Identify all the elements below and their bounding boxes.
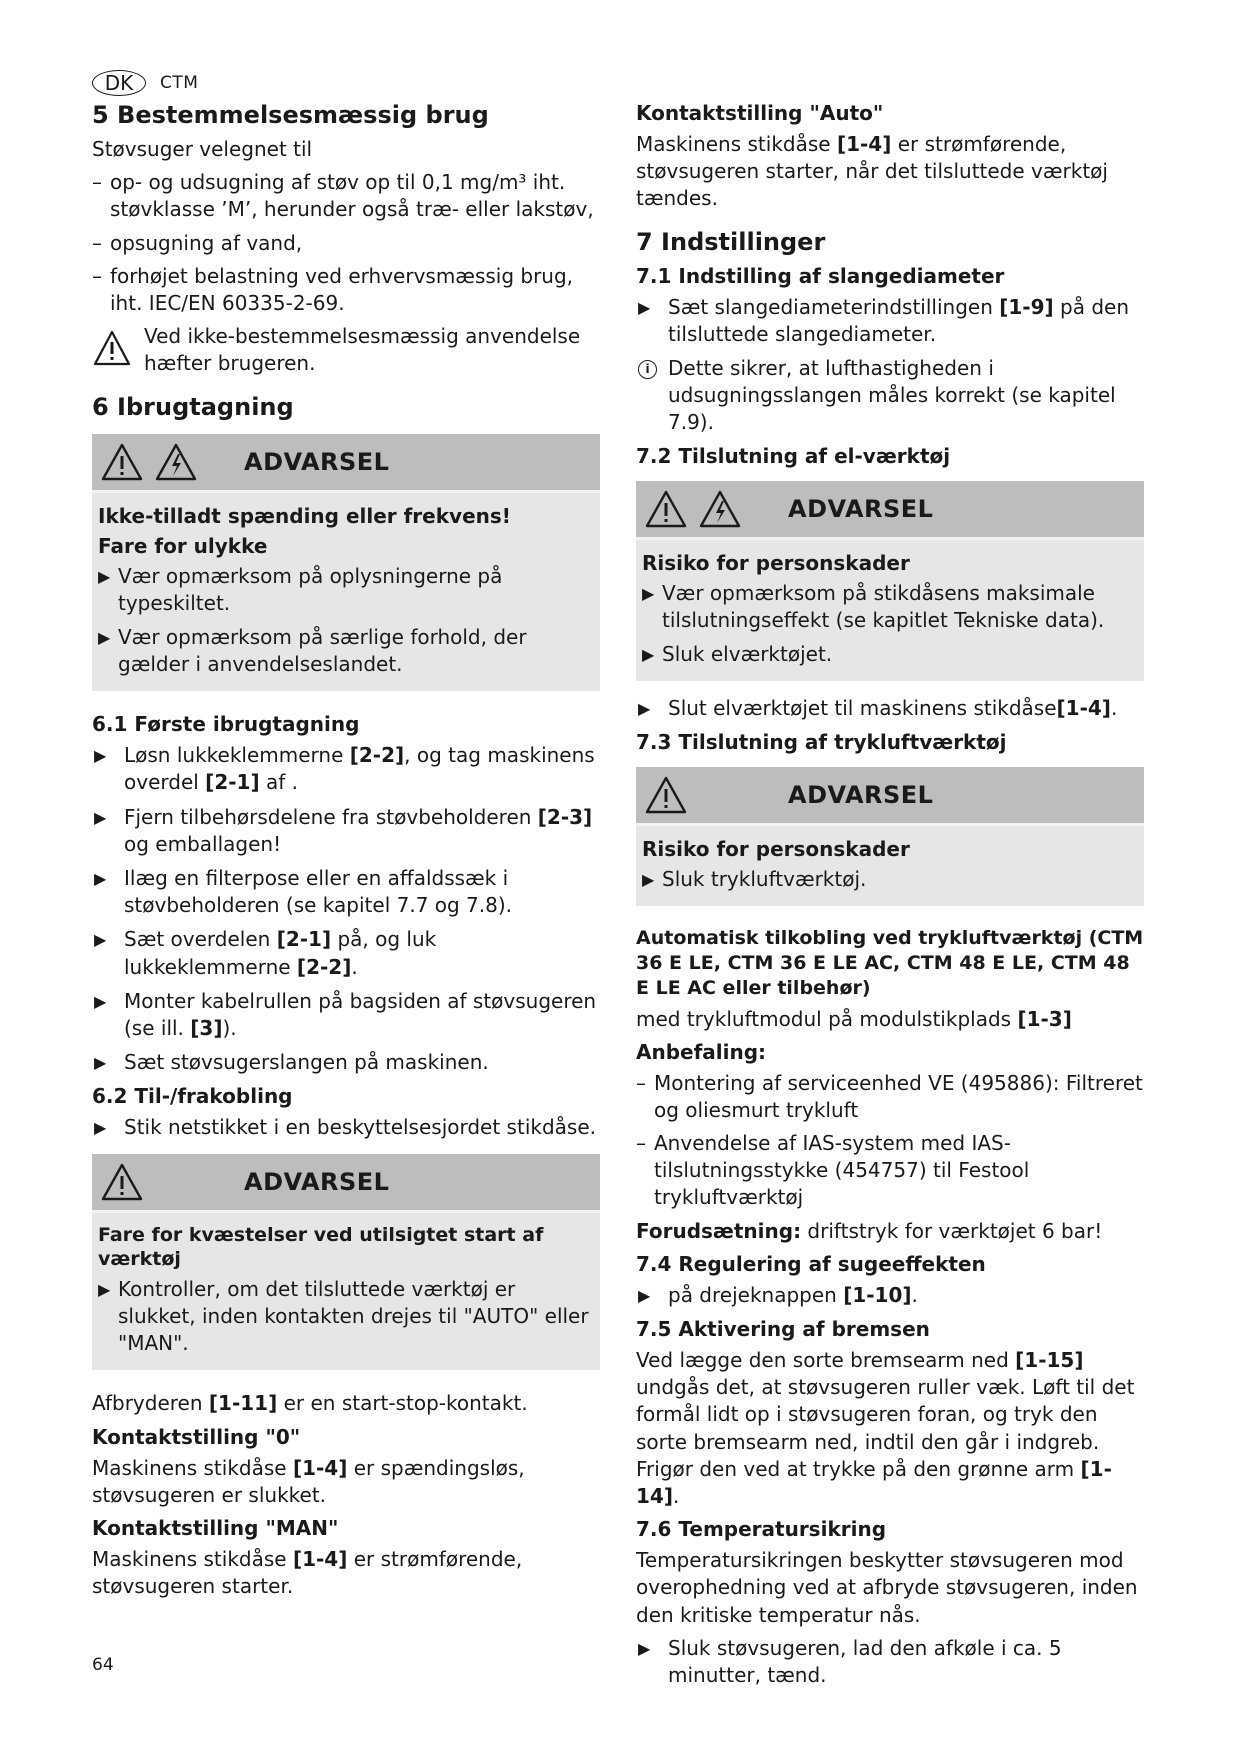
warning-title: ADVARSEL (244, 1167, 390, 1196)
section-7-2-title: 7.2 Tilslutning af el-værktøj (636, 443, 951, 468)
list-item: ▶ Kontroller, om det tilsluttede værktøj er slukket, inden kontakten drejes til "AUTO" eller "MAN". (98, 1276, 594, 1358)
caution-text: Ved ikke-bestemmelsesmæssig anvendelse hæfter brugeren. (144, 324, 581, 376)
model-label: CTM (160, 73, 199, 93)
switch-text: Afbryderen [1-11] er en start-stop-kontakt. (92, 1391, 528, 1416)
section-7-1-title: 7.1 Indstilling af slangediameter (636, 263, 1005, 288)
caution-note (92, 323, 600, 377)
list-item: – forhøjet belastning ved erhvervsmæssig brug, iht. IEC/EN 60335-2-69. (92, 263, 600, 317)
list-item: ▶ Vær opmærksom på oplysningerne på typeskiltet. (98, 563, 594, 617)
temperature-text: Temperatursikringen beskytter støvsugeren mod overophedning ved at afbryde støvsugeren, inden den kritiske temperatur nås. (636, 1548, 1138, 1627)
section-7-6-title: 7.6 Temperatursikring (636, 1517, 887, 1542)
list-item: ▶ Sluk trykluftværktøj. (642, 866, 1138, 893)
list-item: ▶ på drejeknappen [1-10]. (636, 1282, 1144, 1309)
list-item: ▶ Ilæg en filterpose eller en affaldssæk i støvbeholderen (se kapitel 7.7 og 7.8). (92, 865, 600, 919)
switch-position-auto-text: Maskinens stikdåse [1-4] er strømførende, støvsugeren starter, når det tilsluttede værktøj tændes. (636, 132, 1108, 211)
warning-header (92, 1154, 600, 1213)
list-item: ▶ Sæt støvsugerslangen på maskinen. (92, 1049, 600, 1076)
page-header (92, 70, 198, 96)
recommendation-label: Anbefaling: (636, 1039, 767, 1064)
page-number: 64 (92, 1655, 114, 1675)
list-item: – Montering af serviceenhed VE (495886): Filtreret og oliesmurt trykluft (636, 1070, 1144, 1124)
list-item: ▶ Vær opmærksom på stikdåsens maksimale tilslutningseffekt (se kapitlet Tekniske data). (642, 580, 1138, 634)
switch-position-0-title: Kontaktstilling "0" (92, 1424, 301, 1449)
warning-subheading: Fare for ulykke (98, 533, 268, 558)
list-item: ▶ Sluk støvsugeren, lad den afkøle i ca. 5 minutter, tænd. (636, 1635, 1144, 1689)
warning-header (92, 434, 600, 493)
prerequisite-text: Forudsætning: driftstryk for værktøjet 6 bar! (636, 1218, 1103, 1243)
warning-box (636, 481, 1144, 682)
warning-title: ADVARSEL (244, 447, 390, 476)
info-icon: i (638, 360, 657, 379)
list-item: ▶ Vær opmærksom på særlige forhold, der gælder i anvendelseslandet. (98, 624, 594, 678)
right-column (636, 100, 1144, 1696)
list-item: – opsugning af vand, (92, 230, 600, 257)
list-item: ▶ Fjern tilbehørsdelene fra støvbeholderen [2-3] og emballagen! (92, 804, 600, 858)
list-item: – op- og udsugning af støv op til 0,1 mg/m³ iht. støvklasse ’M’, herunder også træ- eller lakstøv, (92, 169, 600, 223)
section-6-2-title: 6.2 Til-/frakobling (92, 1084, 293, 1109)
list-item: ▶ Sluk elværktøjet. (642, 641, 1138, 668)
section-7-3-title: 7.3 Tilslutning af trykluftværktøj (636, 730, 1007, 755)
list-item: ▶ Løsn lukkeklemmerne [2-2], og tag maskinens overdel [2-1] af . (92, 742, 600, 796)
brake-text: Ved lægge den sorte bremsearm ned [1-15] undgås det, at støvsugeren ruller væk. Løft til det formål lidt op i støvsugeren foran, og tryk den sorte bremsearm ned, indtil den går i indgreb. Frigør den ved at trykke på den grønne arm [1-14]. (636, 1348, 1135, 1508)
section-6-title: 6 Ibrugtagning (92, 392, 294, 421)
warning-triangle-icon (644, 489, 688, 529)
warning-box (636, 767, 1144, 906)
warning-box (92, 1154, 600, 1371)
warning-heading: Risiko for personskader (642, 837, 910, 862)
warning-box (92, 434, 600, 692)
section-7-5-title: 7.5 Aktivering af bremsen (636, 1317, 930, 1341)
section-5-title: 5 Bestemmelsesmæssig brug (92, 101, 489, 129)
switch-position-0-text: Maskinens stikdåse [1-4] er spændingsløs, støvsugeren er slukket. (92, 1455, 525, 1507)
warning-heading: Risiko for personskader (642, 550, 910, 575)
auto-connection-heading: Automatisk tilkobling ved trykluftværktøj (CTM 36 E LE, CTM 36 E LE AC, CTM 48 E LE, CTM 48 E LE AC eller tilbehør) (636, 927, 1144, 999)
section-7-title: 7 Indstillinger (636, 227, 826, 256)
warning-triangle-icon (100, 442, 144, 482)
list-item: ▶ Sæt slangediameterindstillingen [1-9] på den tilsluttede slangediameter. (636, 294, 1144, 348)
left-column (92, 100, 600, 1606)
list-item: ▶ Sæt overdelen [2-1] på, og luk lukkeklemmerne [2-2]. (92, 926, 600, 980)
electric-hazard-icon (154, 442, 198, 482)
section-5-intro: Støvsuger velegnet til (92, 137, 313, 161)
list-item: ▶ Stik netstikket i en beskyttelsesjordet stikdåse. (92, 1114, 600, 1141)
electric-hazard-icon (698, 489, 742, 529)
section-7-4-title: 7.4 Regulering af sugeeffekten (636, 1251, 986, 1276)
warning-header (636, 481, 1144, 540)
warning-title: ADVARSEL (788, 494, 934, 523)
switch-position-man-text: Maskinens stikdåse [1-4] er strømførende, støvsugeren starter. (92, 1547, 523, 1599)
warning-triangle-icon (92, 329, 132, 367)
warning-header (636, 767, 1144, 826)
info-note: i Dette sikrer, at lufthastigheden i udsugningsslangen måles korrekt (se kapitel 7.9). (636, 355, 1144, 437)
list-item: ▶ Slut elværktøjet til maskinens stikdåse[1-4]. (636, 695, 1144, 722)
warning-heading: Ikke-tilladt spænding eller frekvens! (98, 503, 511, 528)
list-item: ▶ Monter kabelrullen på bagsiden af støvsugeren (se ill. [3]). (92, 988, 600, 1042)
warning-title: ADVARSEL (788, 781, 934, 810)
switch-position-man-title: Kontaktstilling "MAN" (92, 1516, 339, 1540)
list-item: – Anvendelse af IAS-system med IAS-tilslutningsstykke (454757) til Festool trykluftværktøj (636, 1130, 1144, 1212)
warning-triangle-icon (644, 775, 688, 815)
module-text: med trykluftmodul på modulstikplads [1-3] (636, 1006, 1072, 1031)
warning-heading: Fare for kvæstelser ved utilsigtet start af værktøj (98, 1223, 544, 1271)
warning-triangle-icon (100, 1162, 144, 1202)
section-6-1-title: 6.1 Første ibrugtagning (92, 712, 360, 737)
country-badge: DK (92, 70, 146, 96)
switch-position-auto-title: Kontaktstilling "Auto" (636, 101, 884, 125)
